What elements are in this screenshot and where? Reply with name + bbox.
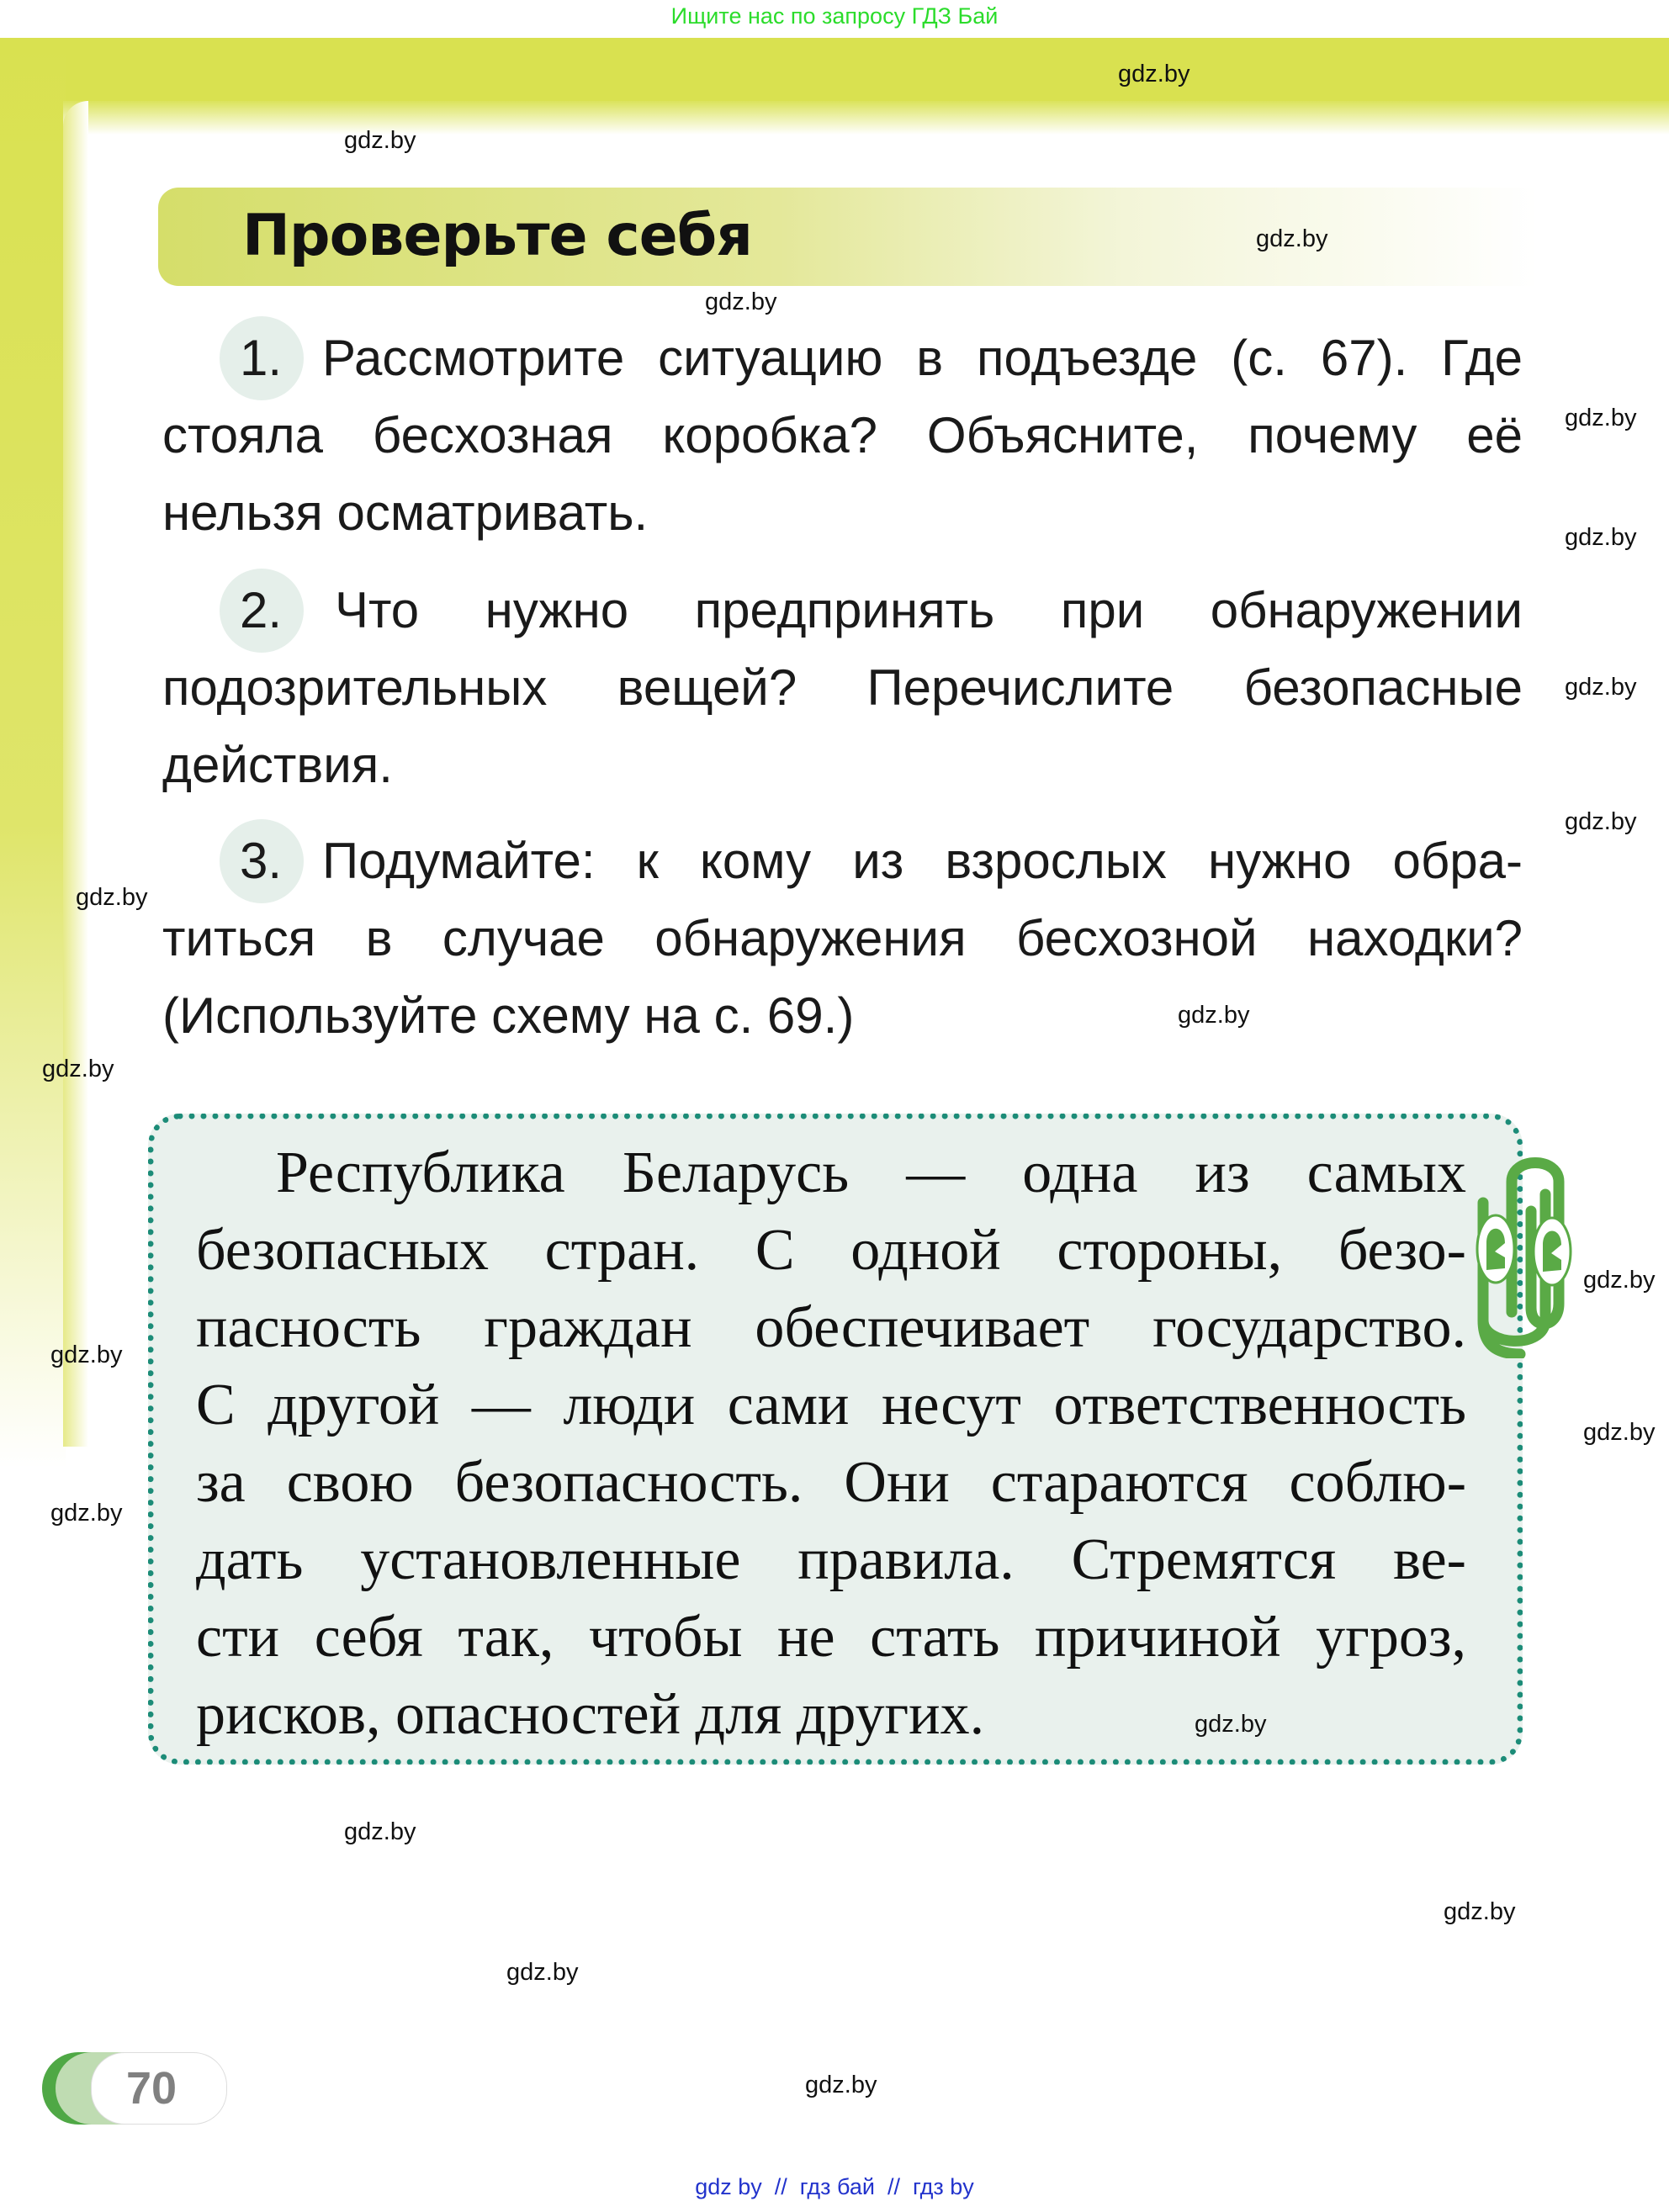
page-number-badge xyxy=(42,2052,225,2125)
question-line: стояла бесхозная коробка? Объясните, почему её xyxy=(162,407,1523,463)
watermark: gdz.by xyxy=(1565,808,1637,835)
band-fade xyxy=(63,101,1669,135)
question-2 xyxy=(162,572,1523,804)
question-number: 2. xyxy=(220,569,304,653)
question-line: титься в случае обнаружения бесхозной находки? xyxy=(162,910,1523,966)
watermark: gdz.by xyxy=(1565,405,1637,431)
watermark: gdz.by xyxy=(1195,1711,1267,1738)
info-line: за свою безопасность. Они стараются соблю- xyxy=(196,1450,1466,1515)
question-line: подозрительных вещей? Перечислите безопасные xyxy=(162,659,1523,716)
watermark: gdz.by xyxy=(50,1341,123,1368)
watermark: gdz.by xyxy=(1118,61,1190,87)
watermark: gdz.by xyxy=(506,1959,579,1986)
question-line: Подумайте: к кому из взрослых нужно обра- xyxy=(322,833,1523,889)
watermark: gdz.by xyxy=(50,1500,123,1527)
watermark: gdz.by xyxy=(42,1056,114,1082)
info-line: Республика Беларусь — одна из самых xyxy=(276,1140,1466,1205)
watermark: gdz.by xyxy=(344,127,416,154)
footer-links: gdz by // гдз бай // гдз by xyxy=(695,2174,974,2199)
watermark: gdz.by xyxy=(1444,1898,1516,1925)
watermark: gdz.by xyxy=(1583,1267,1656,1294)
search-hint-banner: Ищите нас по запросу ГДЗ Бай xyxy=(670,3,999,29)
question-3 xyxy=(162,823,1523,1055)
watermark: gdz.by xyxy=(1178,1002,1250,1029)
watermark: gdz.by xyxy=(1256,225,1328,252)
left-decorative-bar xyxy=(0,38,66,1468)
info-box xyxy=(148,1114,1523,1765)
watermark: gdz.by xyxy=(1583,1419,1656,1446)
info-line: сти себя так, чтобы не стать причиной угроз, xyxy=(196,1605,1466,1670)
question-line: действия. xyxy=(162,737,393,793)
question-line: Рассмотрите ситуацию в подъезде (с. 67). Где xyxy=(322,330,1523,386)
left-bar-fade xyxy=(63,101,88,1447)
question-line: нельзя осматривать. xyxy=(162,484,649,541)
paperclip-mascot-icon xyxy=(1468,1144,1577,1358)
question-number: 3. xyxy=(220,819,304,903)
info-text xyxy=(196,1135,1466,1754)
page-number: 70 xyxy=(126,2063,177,2114)
watermark: gdz.by xyxy=(705,288,777,315)
info-line: безопасных стран. С одной стороны, безо- xyxy=(196,1218,1466,1283)
watermark: gdz.by xyxy=(344,1818,416,1845)
question-line: Что нужно предпринять при обнаружении xyxy=(335,582,1523,638)
watermark: gdz.by xyxy=(76,884,148,911)
section-title: Проверьте себя xyxy=(242,203,752,269)
info-line: рисков, опасностей для других. xyxy=(196,1682,985,1747)
watermark: gdz.by xyxy=(1565,674,1637,701)
info-line: пасность граждан обеспечивает государство. xyxy=(196,1295,1466,1360)
info-line: С другой — люди сами несут ответственность xyxy=(196,1373,1466,1437)
watermark: gdz.by xyxy=(1565,524,1637,551)
section-header xyxy=(158,188,1538,286)
info-line: дать установленные правила. Стремятся ве- xyxy=(196,1527,1466,1592)
question-1 xyxy=(162,320,1523,552)
question-number: 1. xyxy=(220,316,304,400)
question-line: (Используйте схему на с. 69.) xyxy=(162,987,855,1044)
watermark: gdz.by xyxy=(805,2072,877,2098)
